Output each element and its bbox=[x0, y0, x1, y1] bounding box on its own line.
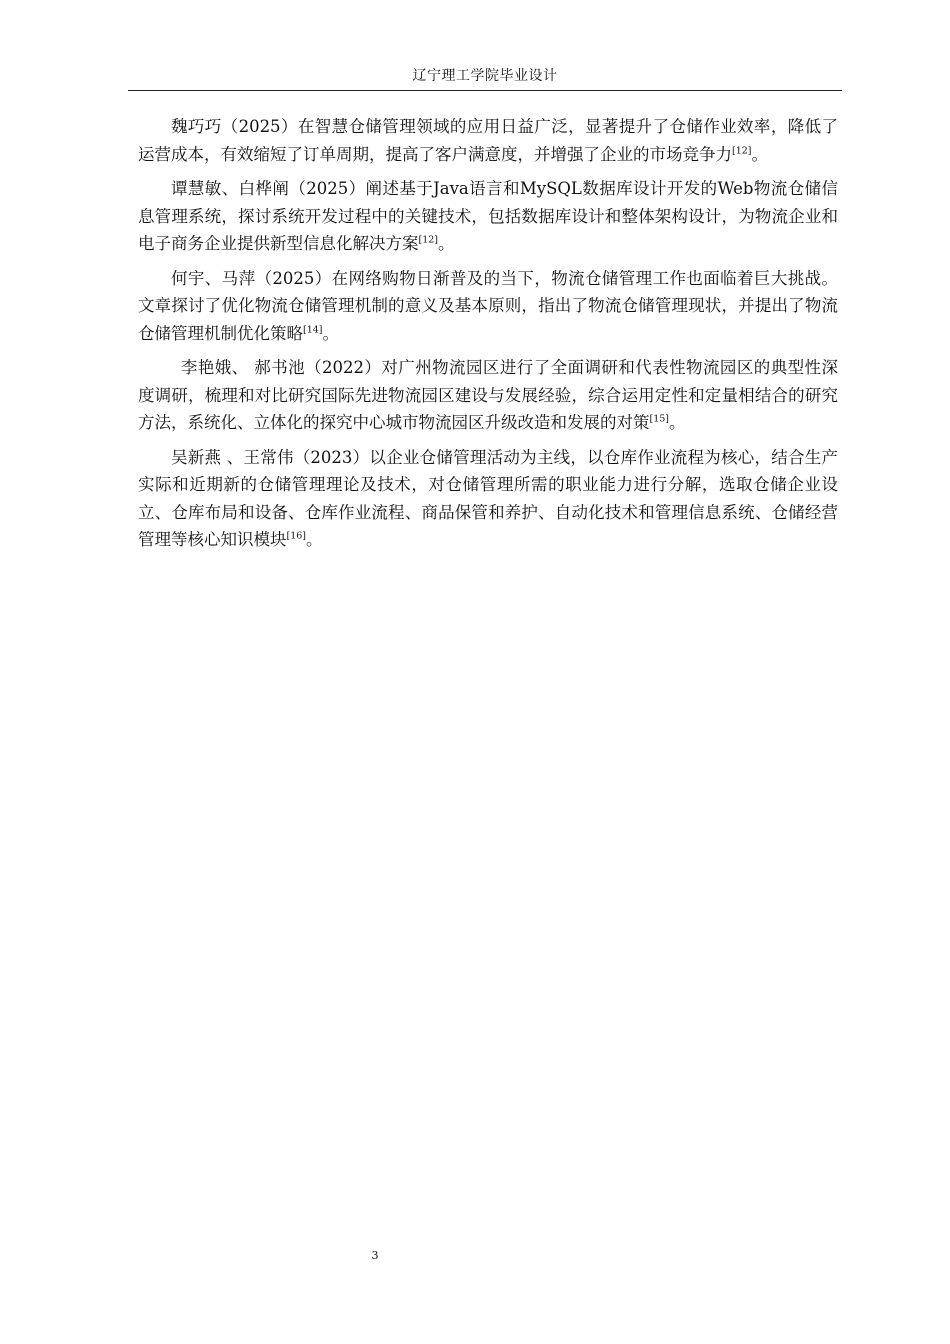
paragraph-text: 李艳娥、 郝书池（2022）对广州物流园区进行了全面调研和代表性物流园区的典型性深度调研，梳理和对比研究国际先进物流园区建设与发展经验，综合运用定性和定量相结合的研究方法，系统化、立体化的探究中心城市物流园区升级改造和发展的对策 bbox=[138, 358, 838, 432]
citation-ref: [12] bbox=[732, 145, 752, 156]
citation-ref: [16] bbox=[286, 530, 307, 542]
paragraph-3 bbox=[138, 265, 838, 348]
paragraph-end: 。 bbox=[322, 323, 340, 343]
citation-ref: [14] bbox=[303, 324, 323, 335]
paragraph-2 bbox=[138, 175, 838, 258]
citation-ref: [12] bbox=[418, 234, 439, 246]
paragraph-5 bbox=[138, 444, 838, 554]
paragraph-end: 。 bbox=[669, 413, 686, 432]
paragraph-text: 何宇、马萍（2025）在网络购物日渐普及的当下，物流仓储管理工作也面临着巨大挑战。文章探讨了优化物流仓储管理机制的意义及基本原则，指出了物流仓储管理现状，并提出了物流仓储管理机制优化策略 bbox=[138, 268, 838, 343]
page-number: 3 bbox=[371, 1249, 379, 1262]
page-header-title: 辽宁理工学院毕业设计 bbox=[412, 68, 558, 84]
paragraph-text: 谭慧敏、白桦阐（2025）阐述基于Java语言和MySQL数据库设计开发的Web物流仓储信息管理系统，探讨系统开发过程中的关键技术，包括数据库设计和整体架构设计，为物流企业和电子商务企业提供新型信息化解决方案 bbox=[138, 179, 838, 253]
paragraph-text: 魏巧巧（2025）在智慧仓储管理领域的应用日益广泛，显著提升了仓储作业效率，降低了运营成本，有效缩短了订单周期，提高了客户满意度，并增强了企业的市场竞争力 bbox=[138, 117, 838, 164]
paragraph-end: 。 bbox=[306, 530, 323, 549]
citation-ref: [15] bbox=[649, 413, 670, 425]
header-divider bbox=[128, 90, 842, 91]
paragraph-end: 。 bbox=[751, 144, 769, 164]
paragraph-text: 吴新燕 、王常伟（2023）以企业仓储管理活动为主线，以仓库作业流程为核心，结合生产实际和近期新的仓储管理理论及技术，对仓储管理所需的职业能力进行分解，选取仓储企业设立、仓库布局和设备、仓库作业流程、商品保管和养护、自动化技术和管理信息系统、仓储经营管理等核心知识模块 bbox=[138, 447, 838, 549]
paragraph-1 bbox=[138, 113, 838, 168]
paragraph-4 bbox=[138, 354, 838, 437]
document-body bbox=[138, 113, 838, 561]
paragraph-end: 。 bbox=[438, 234, 455, 253]
